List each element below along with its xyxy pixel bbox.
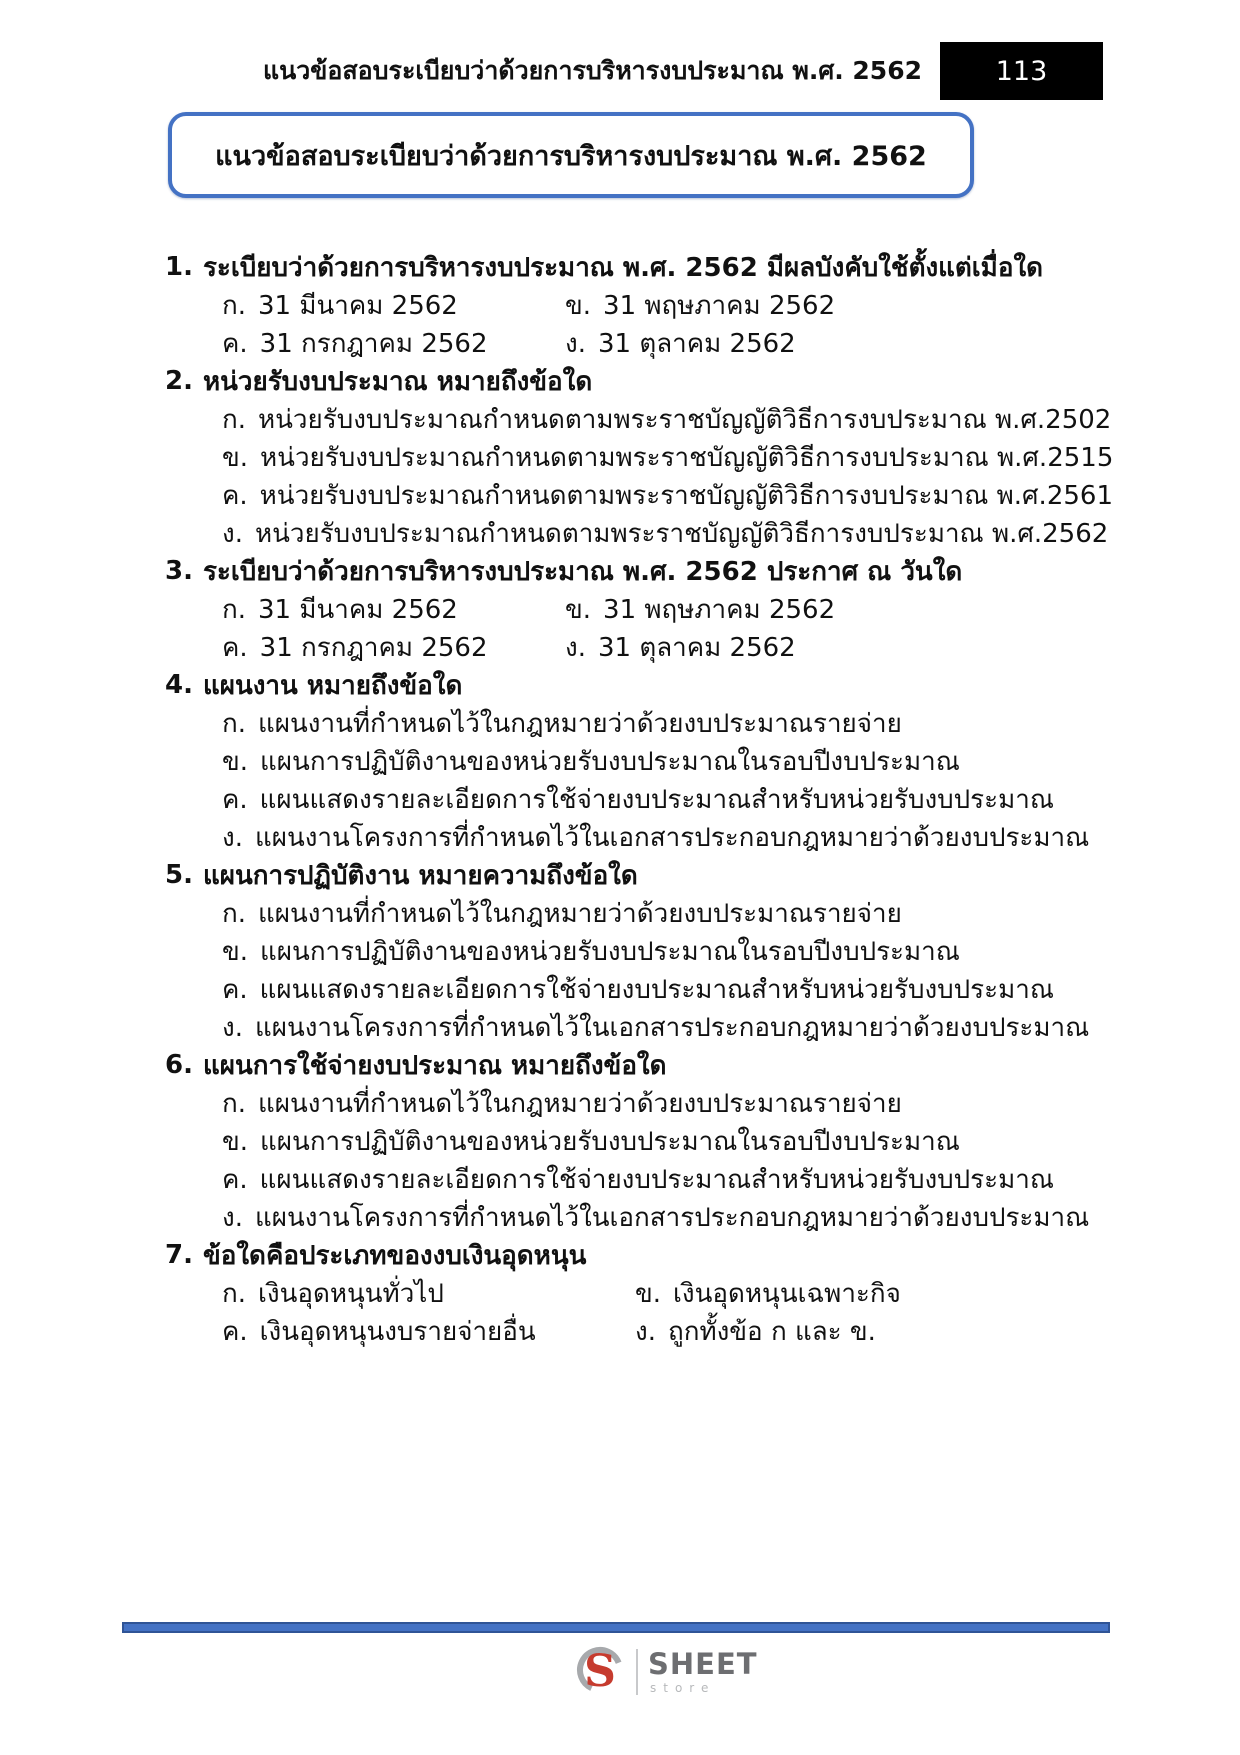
question-heading <box>165 362 1115 400</box>
question-block <box>165 1236 1115 1350</box>
question-heading <box>165 666 1115 704</box>
question-heading <box>165 1046 1115 1084</box>
option-text: 31 พฤษภาคม 2562 <box>603 290 836 321</box>
option-text: แผนการปฏิบัติงานของหน่วยรับงบประมาณในรอบปีงบประมาณ <box>260 1126 960 1157</box>
answer-option <box>565 286 1115 324</box>
option-text: 31 มีนาคม 2562 <box>258 290 458 321</box>
option-text: แผนงานโครงการที่กำหนดไว้ในเอกสารประกอบกฎหมายว่าด้วยงบประมาณ <box>254 1012 1090 1043</box>
option-label: ง. <box>222 822 243 853</box>
answer-option <box>565 324 1115 362</box>
question-text: ระเบียบว่าด้วยการบริหารงบประมาณ พ.ศ. 2562 มีผลบังคับใช้ตั้งแต่เมื่อใด <box>202 252 1044 283</box>
logo-brand-subtitle: store <box>650 1681 716 1695</box>
option-label: ค. <box>222 784 248 815</box>
option-label: ข. <box>222 746 249 777</box>
option-text: แผนแสดงรายละเอียดการใช้จ่ายงบประมาณสำหรับหน่วยรับงบประมาณ <box>259 974 1054 1005</box>
option-text: แผนงานโครงการที่กำหนดไว้ในเอกสารประกอบกฎหมายว่าด้วยงบประมาณ <box>254 822 1090 853</box>
option-text: ถูกทั้งข้อ ก และ ข. <box>667 1316 876 1347</box>
option-label: ก. <box>222 404 247 435</box>
option-text: เงินอุดหนุนเฉพาะกิจ <box>673 1278 901 1309</box>
option-label: ข. <box>222 936 249 967</box>
answer-option <box>222 1122 1115 1160</box>
logo-divider <box>636 1649 638 1695</box>
option-label: ง. <box>565 632 586 663</box>
answer-option <box>222 780 1115 818</box>
question-options <box>165 1274 1115 1350</box>
option-text: แผนงานโครงการที่กำหนดไว้ในเอกสารประกอบกฎหมายว่าด้วยงบประมาณ <box>254 1202 1090 1233</box>
page-number-badge: 113 <box>940 42 1103 100</box>
logo-text <box>648 1647 758 1695</box>
option-text: 31 กรกฎาคม 2562 <box>259 328 488 359</box>
option-label: ข. <box>635 1278 662 1309</box>
sheet-store-logo-icon <box>574 1645 626 1699</box>
answer-option <box>222 1160 1115 1198</box>
question-number: 4. <box>165 670 193 700</box>
question-text: ระเบียบว่าด้วยการบริหารงบประมาณ พ.ศ. 2562 ประกาศ ณ วันใด <box>202 556 963 587</box>
option-label: ก. <box>222 1278 247 1309</box>
sheet-store-logo <box>574 1645 758 1699</box>
answer-option <box>635 1312 1115 1350</box>
answer-option <box>222 1008 1115 1046</box>
answer-option <box>222 324 565 362</box>
answer-option <box>222 1198 1115 1236</box>
option-label: ข. <box>222 442 249 473</box>
running-header: แนวข้อสอบระเบียบว่าด้วยการบริหารงบประมาณ พ.ศ. 2562 <box>263 56 922 85</box>
option-text: แผนแสดงรายละเอียดการใช้จ่ายงบประมาณสำหรับหน่วยรับงบประมาณ <box>259 784 1054 815</box>
option-text: 31 ตุลาคม 2562 <box>597 632 796 663</box>
question-heading <box>165 248 1115 286</box>
footer-divider <box>122 1622 1110 1633</box>
answer-option <box>222 704 1115 742</box>
answer-option <box>222 1312 635 1350</box>
answer-option <box>222 400 1115 438</box>
option-label: ง. <box>635 1316 656 1347</box>
question-options <box>165 704 1115 856</box>
answer-option <box>222 628 565 666</box>
option-label: ก. <box>222 898 247 929</box>
option-label: ค. <box>222 632 248 663</box>
question-heading <box>165 856 1115 894</box>
question-text: หน่วยรับงบประมาณ หมายถึงข้อใด <box>202 366 593 397</box>
option-label: ค. <box>222 328 248 359</box>
answer-option <box>222 742 1115 780</box>
option-text: หน่วยรับงบประมาณกำหนดตามพระราชบัญญัติวิธีการงบประมาณ พ.ศ.2561 <box>259 480 1113 511</box>
question-options <box>165 894 1115 1046</box>
question-options <box>165 590 1115 666</box>
answer-option <box>222 476 1115 514</box>
option-label: ง. <box>222 1012 243 1043</box>
answer-option <box>635 1274 1115 1312</box>
option-label: ง. <box>222 518 243 549</box>
option-label: ค. <box>222 974 248 1005</box>
title-box <box>168 112 974 198</box>
answer-option <box>222 894 1115 932</box>
question-block <box>165 552 1115 666</box>
questions <box>165 248 1115 1350</box>
answer-option <box>222 514 1115 552</box>
question-text: แผนงาน หมายถึงข้อใด <box>202 670 463 701</box>
option-label: ค. <box>222 480 248 511</box>
option-text: เงินอุดหนุนทั่วไป <box>258 1278 444 1309</box>
question-options <box>165 400 1115 552</box>
answer-option <box>222 1084 1115 1122</box>
option-text: หน่วยรับงบประมาณกำหนดตามพระราชบัญญัติวิธีการงบประมาณ พ.ศ.2515 <box>260 442 1114 473</box>
option-text: แผนงานที่กำหนดไว้ในกฎหมายว่าด้วยงบประมาณรายจ่าย <box>258 898 902 929</box>
answer-option <box>222 1274 635 1312</box>
answer-option <box>565 590 1115 628</box>
option-text: หน่วยรับงบประมาณกำหนดตามพระราชบัญญัติวิธีการงบประมาณ พ.ศ.2502 <box>258 404 1112 435</box>
question-number: 2. <box>165 366 193 396</box>
question-text: แผนการใช้จ่ายงบประมาณ หมายถึงข้อใด <box>202 1050 667 1081</box>
answer-option <box>222 438 1115 476</box>
option-label: ก. <box>222 594 247 625</box>
question-text: ข้อใดคือประเภทของงบเงินอุดหนุน <box>202 1240 587 1271</box>
question-block <box>165 248 1115 362</box>
option-label: ค. <box>222 1164 248 1195</box>
question-heading <box>165 1236 1115 1274</box>
option-label: ข. <box>565 594 592 625</box>
answer-option <box>222 590 565 628</box>
option-text: แผนการปฏิบัติงานของหน่วยรับงบประมาณในรอบปีงบประมาณ <box>260 746 960 777</box>
question-block <box>165 666 1115 856</box>
option-text: 31 ตุลาคม 2562 <box>597 328 796 359</box>
question-block <box>165 856 1115 1046</box>
option-text: 31 กรกฎาคม 2562 <box>259 632 488 663</box>
answer-option <box>222 818 1115 856</box>
question-number: 5. <box>165 860 193 890</box>
option-text: หน่วยรับงบประมาณกำหนดตามพระราชบัญญัติวิธีการงบประมาณ พ.ศ.2562 <box>254 518 1109 549</box>
option-label: ง. <box>565 328 586 359</box>
answer-option <box>222 970 1115 1008</box>
question-number: 6. <box>165 1050 193 1080</box>
option-label: ก. <box>222 290 247 321</box>
question-options <box>165 1084 1115 1236</box>
answer-option <box>565 628 1115 666</box>
option-label: ข. <box>565 290 592 321</box>
page-title: แนวข้อสอบระเบียบว่าด้วยการบริหารงบประมาณ พ.ศ. 2562 <box>215 140 927 172</box>
option-text: แผนงานที่กำหนดไว้ในกฎหมายว่าด้วยงบประมาณรายจ่าย <box>258 1088 902 1119</box>
logo-brand-name: SHEET <box>648 1647 758 1681</box>
question-number: 7. <box>165 1240 193 1270</box>
question-heading <box>165 552 1115 590</box>
option-text: แผนแสดงรายละเอียดการใช้จ่ายงบประมาณสำหรับหน่วยรับงบประมาณ <box>259 1164 1054 1195</box>
option-label: ง. <box>222 1202 243 1233</box>
option-text: แผนการปฏิบัติงานของหน่วยรับงบประมาณในรอบปีงบประมาณ <box>260 936 960 967</box>
svg-text:S: S <box>584 1646 616 1695</box>
option-text: แผนงานที่กำหนดไว้ในกฎหมายว่าด้วยงบประมาณรายจ่าย <box>258 708 902 739</box>
answer-option <box>222 932 1115 970</box>
question-options <box>165 286 1115 362</box>
option-label: ข. <box>222 1126 249 1157</box>
option-text: 31 มีนาคม 2562 <box>258 594 458 625</box>
option-text: 31 พฤษภาคม 2562 <box>603 594 836 625</box>
option-label: ก. <box>222 1088 247 1119</box>
option-label: ก. <box>222 708 247 739</box>
question-block <box>165 1046 1115 1236</box>
question-number: 3. <box>165 556 193 586</box>
question-block <box>165 362 1115 552</box>
question-number: 1. <box>165 252 193 282</box>
option-label: ค. <box>222 1316 248 1347</box>
option-text: เงินอุดหนุนงบรายจ่ายอื่น <box>259 1316 536 1347</box>
question-text: แผนการปฏิบัติงาน หมายความถึงข้อใด <box>202 860 638 891</box>
answer-option <box>222 286 565 324</box>
